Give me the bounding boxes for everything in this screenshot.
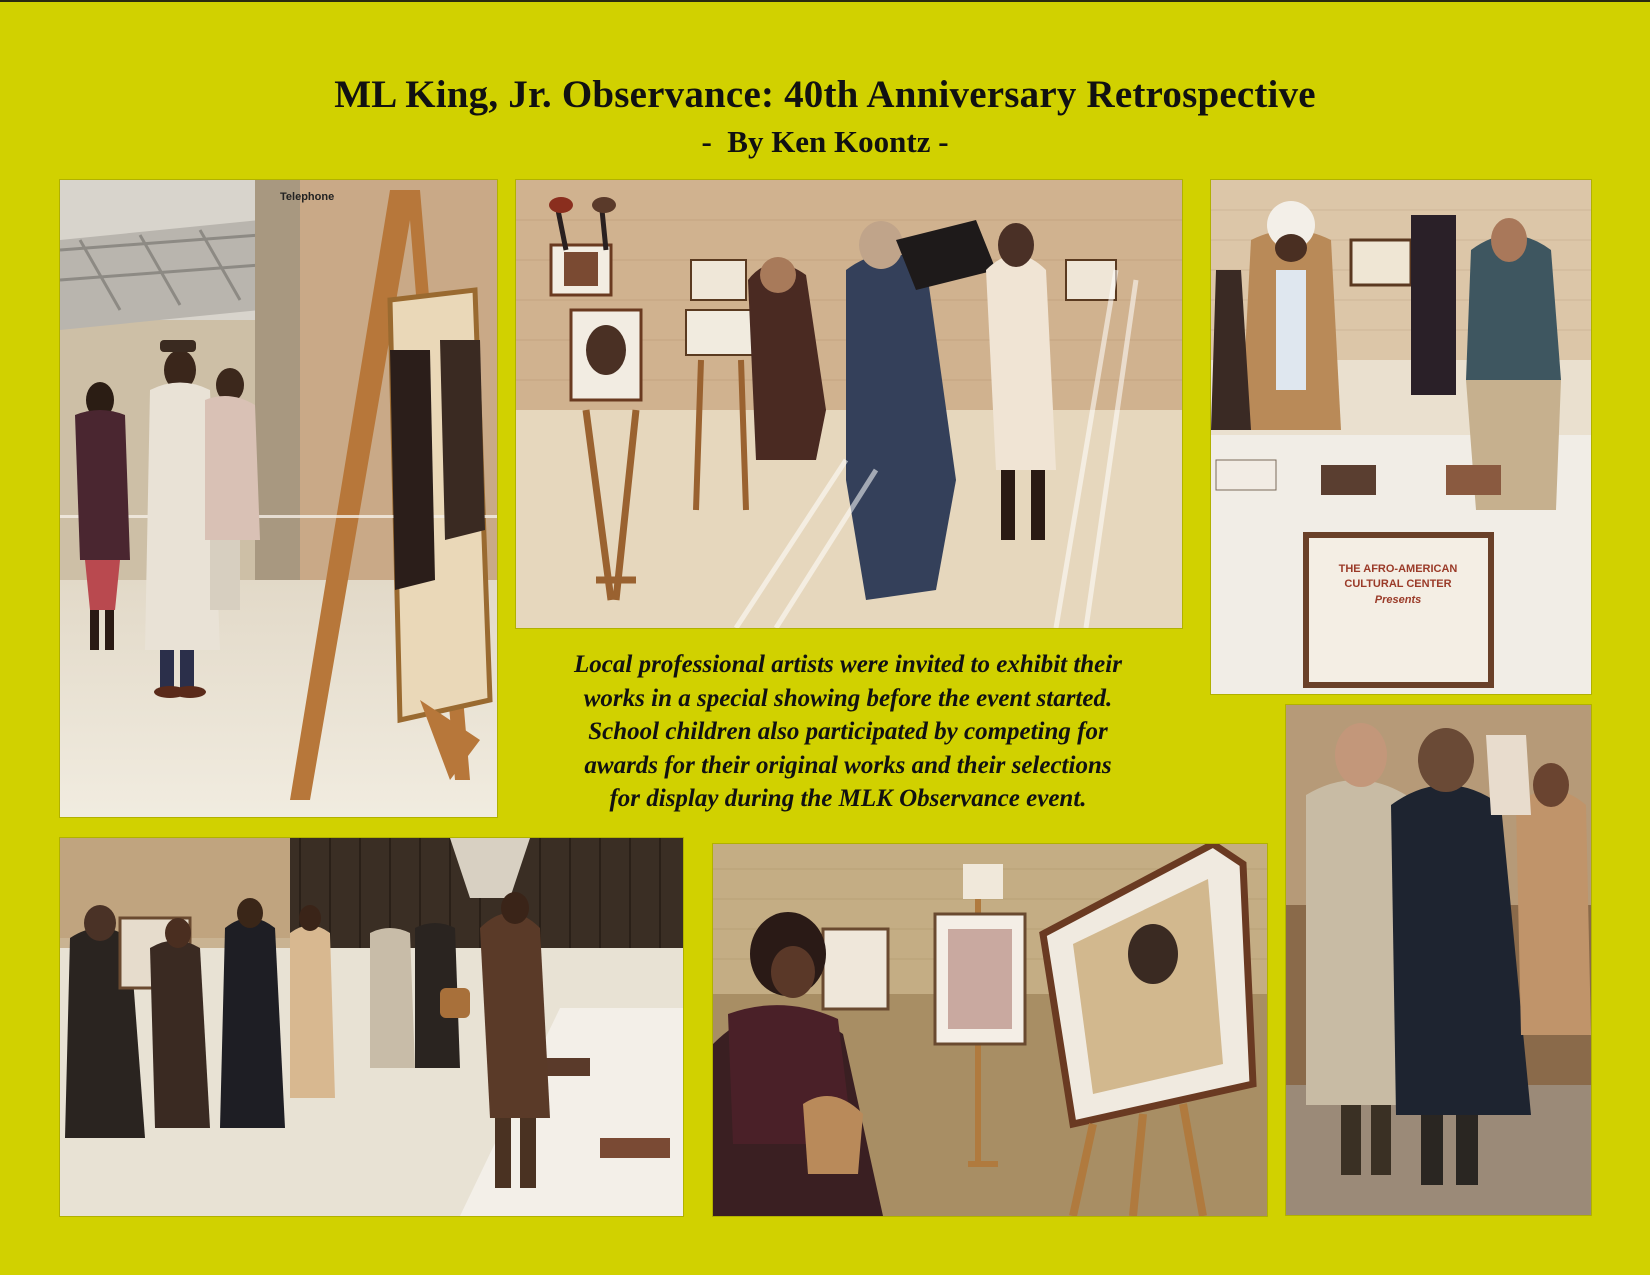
caption-line: Local professional artists were invited to exhibit their <box>574 651 1122 678</box>
caption-line: School children also participated by competing for <box>588 718 1108 745</box>
photo-exhibit-table <box>1211 180 1591 694</box>
telephone-sign: Telephone <box>280 191 335 203</box>
photo-two-men <box>1286 705 1591 1215</box>
photo-woman-viewing-art <box>713 844 1267 1216</box>
caption-line: for display during the MLK Observance event. <box>609 785 1087 812</box>
byline: - By Ken Koontz - <box>701 124 949 159</box>
page-title: ML King, Jr. Observance: 40th Anniversary Retrospective <box>334 73 1316 116</box>
sign-line-1: THE AFRO-AMERICAN <box>1338 563 1458 575</box>
photo-exhibit-hall-crowd <box>60 838 683 1216</box>
photo-exhibit-room <box>516 180 1182 628</box>
sign-line-2: CULTURAL CENTER <box>1344 578 1452 590</box>
sign-line-3: Presents <box>1374 594 1422 606</box>
caption-line: works in a special showing before the event started. <box>583 684 1113 712</box>
photo-hallway-easels <box>60 180 497 817</box>
top-border <box>0 0 1650 2</box>
caption-line: awards for their original works and their selections <box>584 751 1112 779</box>
caption-text <box>516 648 1180 816</box>
